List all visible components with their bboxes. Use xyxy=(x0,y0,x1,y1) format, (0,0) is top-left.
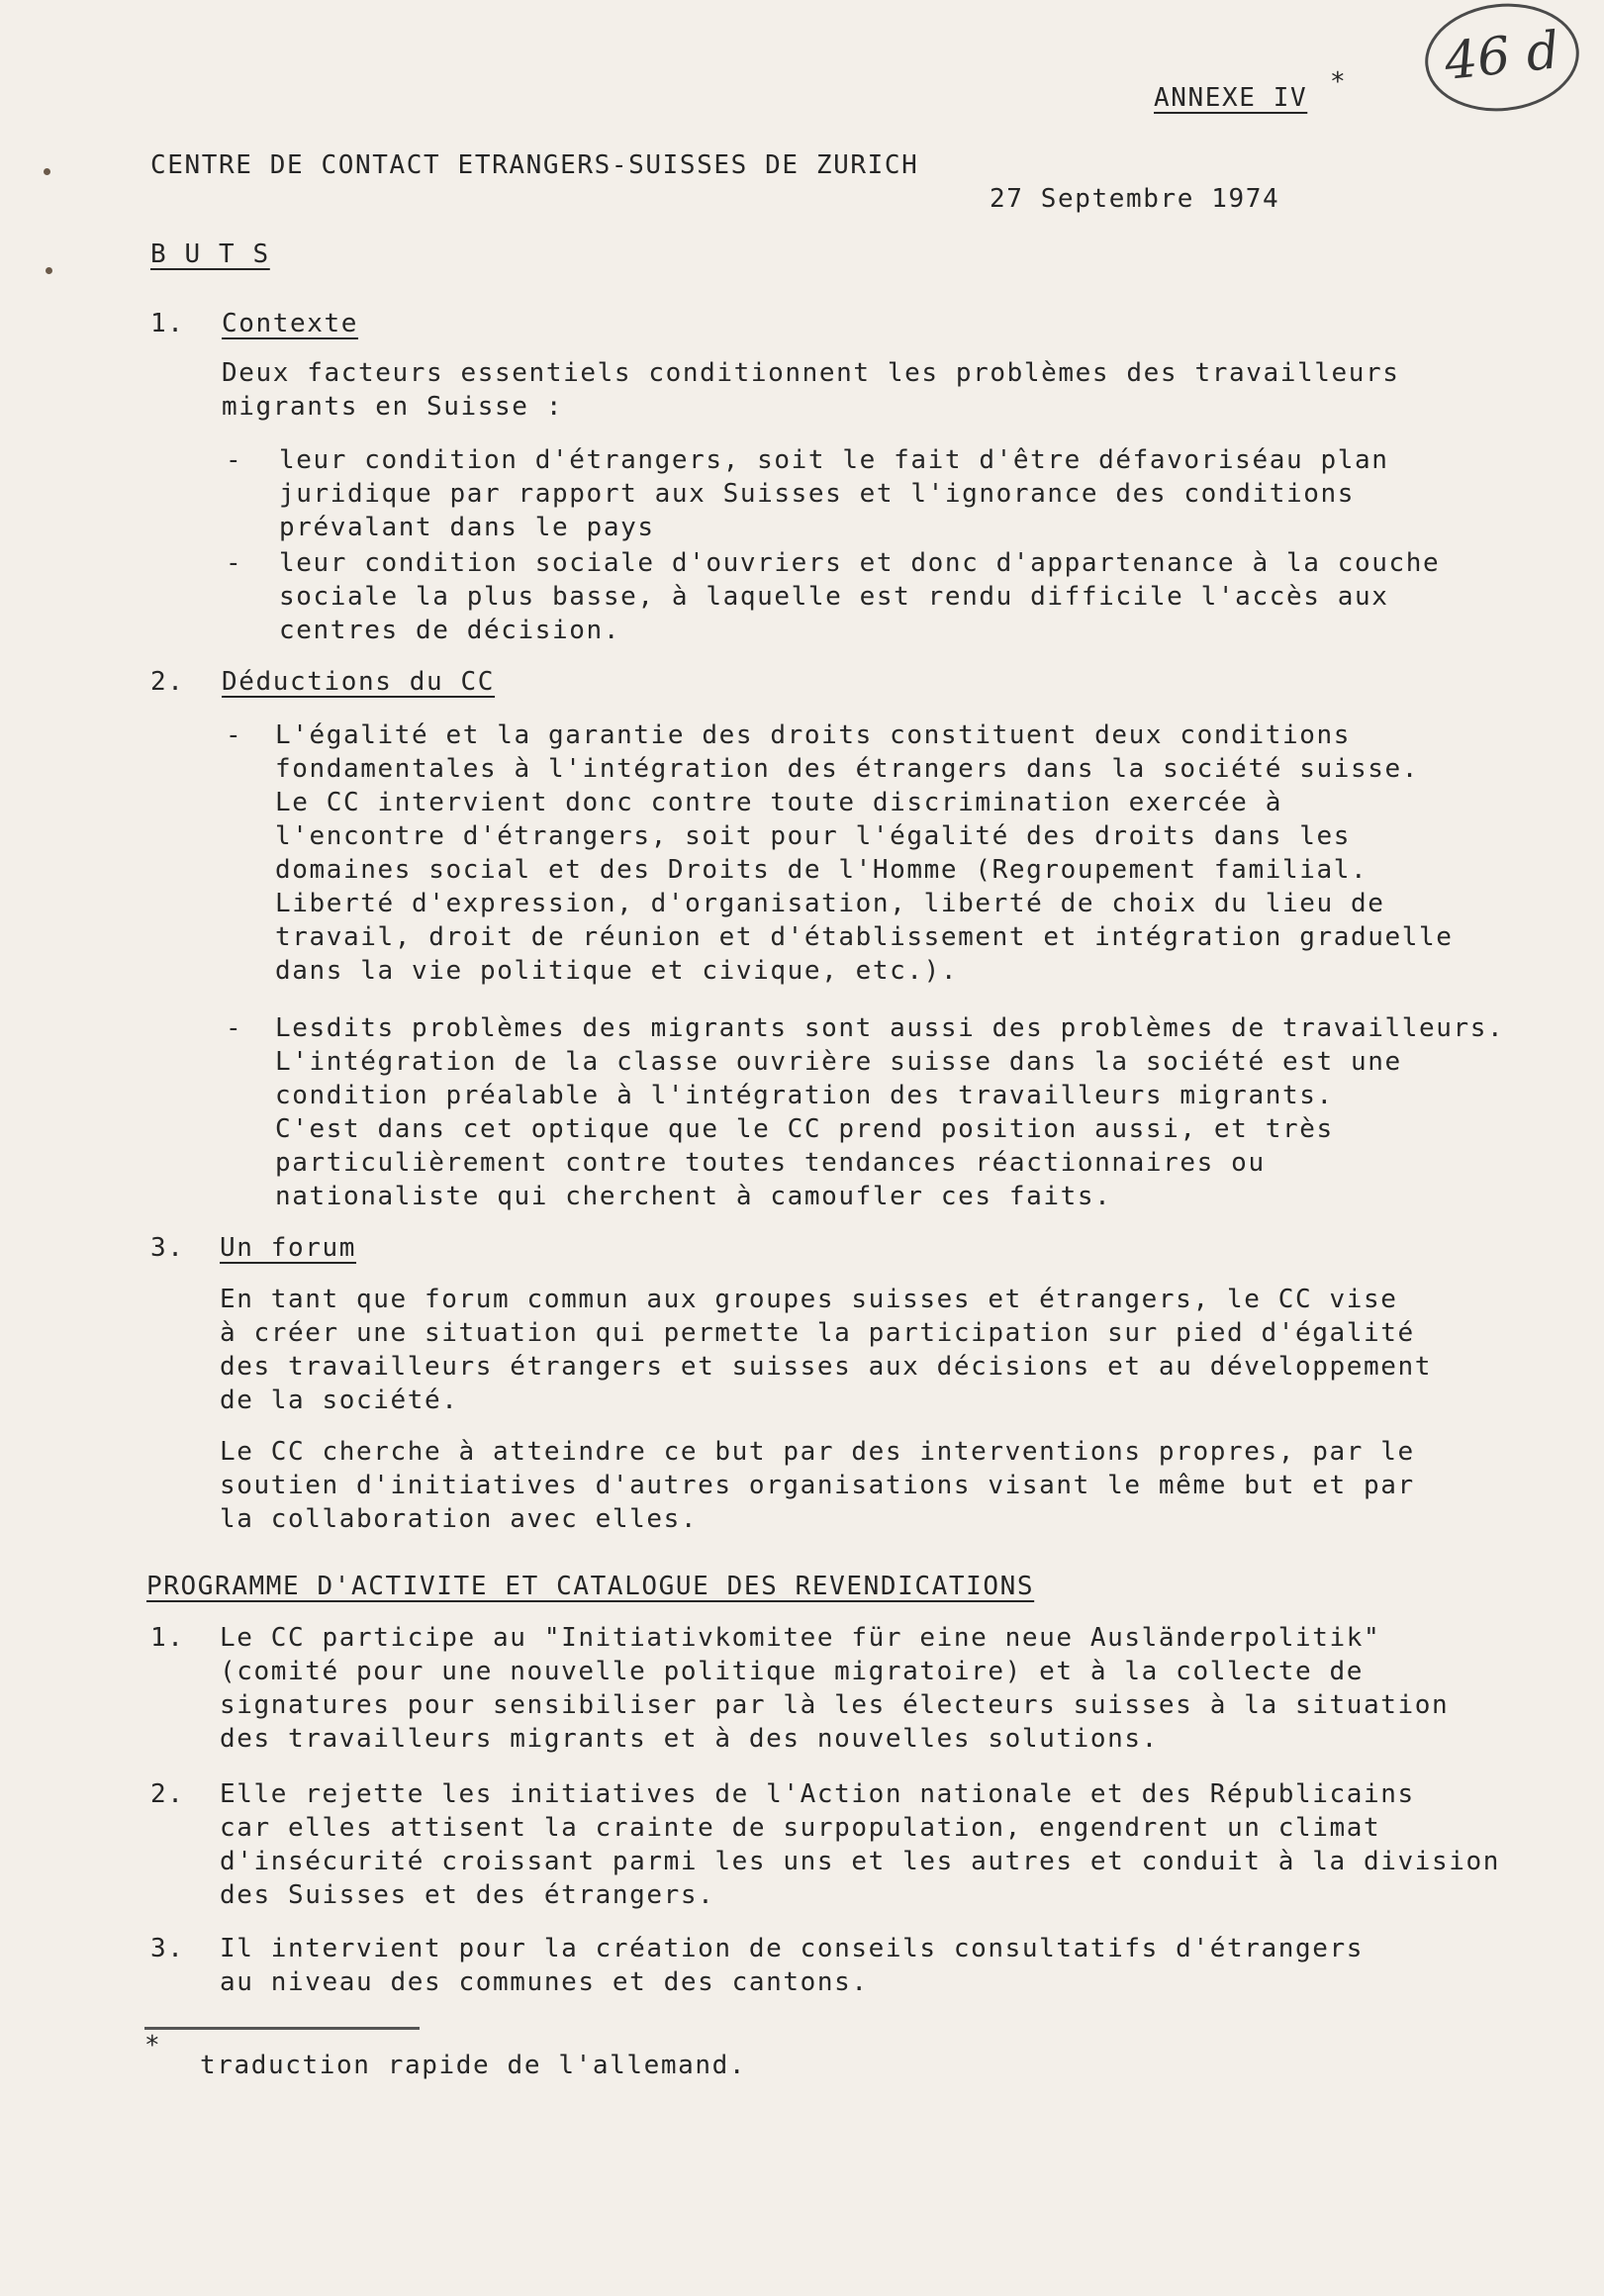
text-line: leur condition sociale d'ouvriers et donc d'appartenance à la couche xyxy=(279,548,1441,578)
punch-mark xyxy=(44,168,50,175)
text-line: à créer une situation qui permette la participation sur pied d'égalité xyxy=(220,1318,1415,1348)
organization-title: CENTRE DE CONTACT ETRANGERS-SUISSES DE ZURICH xyxy=(150,150,919,180)
text-line: Il intervient pour la création de conseils consultatifs d'étrangers xyxy=(220,1934,1364,1963)
text-line: nationaliste qui cherchent à camoufler ces faits. xyxy=(275,1182,1112,1211)
bullet-dash: - xyxy=(226,720,243,750)
item-number: 1. xyxy=(150,1623,185,1653)
text-line: Le CC cherche à atteindre ce but par des interventions propres, par le xyxy=(220,1437,1415,1467)
text-line: C'est dans cet optique que le CC prend position aussi, et très xyxy=(275,1114,1334,1144)
text-line: car elles attisent la crainte de surpopulation, engendrent un climat xyxy=(220,1813,1381,1843)
document-date: 27 Septembre 1974 xyxy=(990,184,1280,214)
text-line: signatures pour sensibiliser par là les électeurs suisses à la situation xyxy=(220,1690,1450,1720)
text-line: prévalant dans le pays xyxy=(279,513,655,542)
bullet-dash: - xyxy=(226,445,243,475)
text-line: condition préalable à l'intégration des travailleurs migrants. xyxy=(275,1081,1334,1110)
bullet-dash: - xyxy=(226,1013,243,1043)
text-line: Le CC participe au "Initiativkomitee für eine neue Ausländerpolitik" xyxy=(220,1623,1381,1653)
text-line: juridique par rapport aux Suisses et l'ignorance des conditions xyxy=(279,479,1355,509)
bullet-dash: - xyxy=(226,548,243,578)
text-line: Elle rejette les initiatives de l'Action nationale et des Républicains xyxy=(220,1779,1415,1809)
text-line: domaines social et des Droits de l'Homme (Regroupement familial. xyxy=(275,855,1368,885)
footnote-text: traduction rapide de l'allemand. xyxy=(200,2051,747,2080)
text-line: Deux facteurs essentiels conditionnent les problèmes des travailleurs xyxy=(222,358,1400,388)
text-line: l'encontre d'étrangers, soit pour l'égalité des droits dans les xyxy=(275,821,1351,851)
text-line: des travailleurs étrangers et suisses aux décisions et au développement xyxy=(220,1352,1432,1382)
text-line: particulièrement contre toutes tendances réactionnaires ou xyxy=(275,1148,1266,1178)
text-line: travail, droit de réunion et d'établissement et intégration graduelle xyxy=(275,922,1454,952)
section-number: 3. xyxy=(150,1233,185,1263)
text-line: d'insécurité croissant parmi les uns et les autres et conduit à la division xyxy=(220,1847,1500,1876)
text-line: dans la vie politique et civique, etc.). xyxy=(275,956,959,986)
text-line: au niveau des communes et des cantons. xyxy=(220,1967,869,1997)
footnote-rule xyxy=(144,2027,420,2030)
text-line: centres de décision. xyxy=(279,616,621,645)
text-line: Le CC intervient donc contre toute discrimination exercée à xyxy=(275,788,1282,817)
text-line: fondamentales à l'intégration des étrangers dans la société suisse. xyxy=(275,754,1419,784)
text-line: L'égalité et la garantie des droits constituent deux conditions xyxy=(275,720,1351,750)
footnote-star: * xyxy=(144,2031,162,2060)
text-line: migrants en Suisse : xyxy=(222,392,564,422)
text-line: des travailleurs migrants et à des nouvelles solutions. xyxy=(220,1724,1159,1754)
text-line: des Suisses et des étrangers. xyxy=(220,1880,715,1910)
text-line: (comité pour une nouvelle politique migratoire) et à la collecte de xyxy=(220,1657,1364,1686)
section-heading-contexte: Contexte xyxy=(222,309,359,338)
text-line: En tant que forum commun aux groupes suisses et étrangers, le CC vise xyxy=(220,1285,1398,1314)
text-line: Lesdits problèmes des migrants sont aussi des problèmes de travailleurs. xyxy=(275,1013,1505,1043)
section-number: 2. xyxy=(150,667,185,697)
punch-mark xyxy=(46,267,52,274)
section-number: 1. xyxy=(150,309,185,338)
text-line: L'intégration de la classe ouvrière suisse dans la société est une xyxy=(275,1047,1402,1077)
text-line: Liberté d'expression, d'organisation, liberté de choix du lieu de xyxy=(275,889,1385,918)
text-line: la collaboration avec elles. xyxy=(220,1504,699,1534)
handwritten-annotation: 46 d xyxy=(1420,0,1584,119)
section-title-programme: PROGRAMME D'ACTIVITE ET CATALOGUE DES REVENDICATIONS xyxy=(146,1572,1035,1601)
item-number: 3. xyxy=(150,1934,185,1963)
section-heading-deductions: Déductions du CC xyxy=(222,667,496,697)
annex-star: * xyxy=(1330,67,1348,97)
annex-label: ANNEXE IV xyxy=(1154,83,1308,113)
section-title-buts: B U T S xyxy=(150,239,270,269)
text-line: de la société. xyxy=(220,1386,459,1415)
item-number: 2. xyxy=(150,1779,185,1809)
text-line: soutien d'initiatives d'autres organisations visant le même but et par xyxy=(220,1471,1415,1500)
text-line: leur condition d'étrangers, soit le fait d'être défavoriséau plan xyxy=(279,445,1389,475)
section-heading-forum: Un forum xyxy=(220,1233,357,1263)
text-line: sociale la plus basse, à laquelle est rendu difficile l'accès aux xyxy=(279,582,1389,612)
